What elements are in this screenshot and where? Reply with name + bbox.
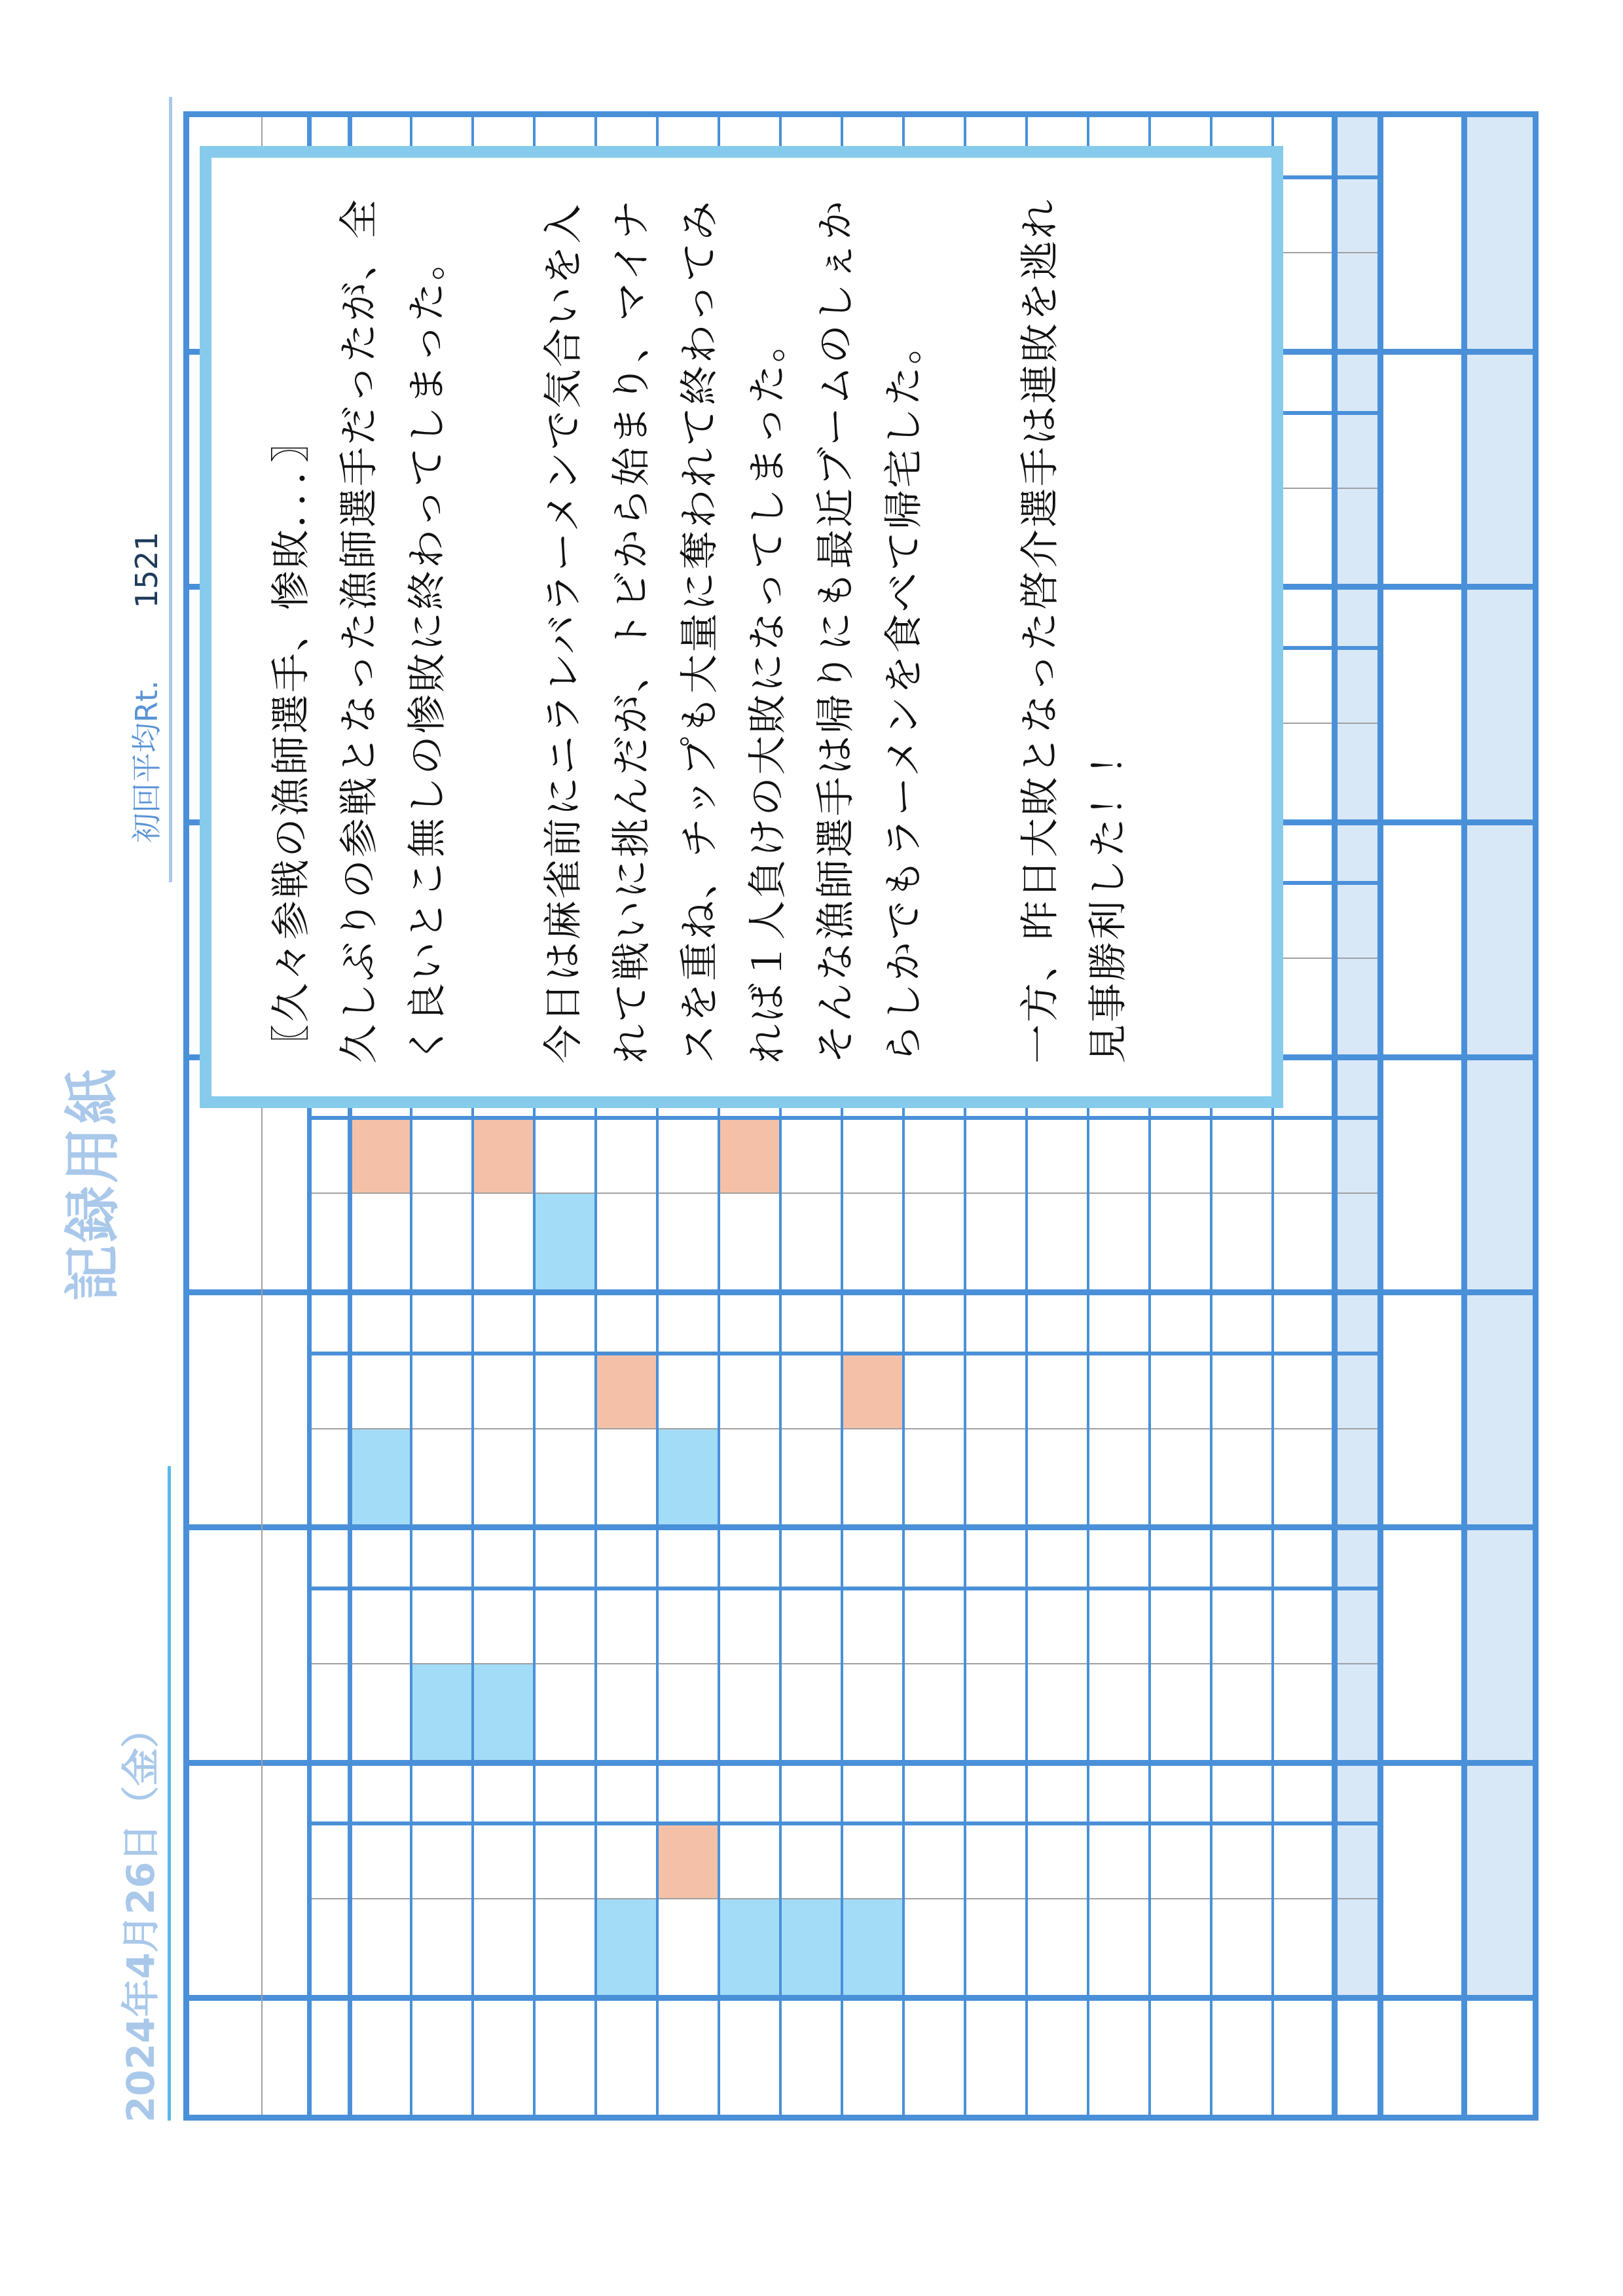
plus-score-cell[interactable] <box>473 1899 534 1998</box>
minus-score-cell[interactable] <box>657 1589 719 1664</box>
player-name <box>189 1139 261 1280</box>
minus-score-cell[interactable] <box>657 1824 719 1899</box>
minus-score-cell[interactable] <box>534 1589 596 1664</box>
plus-score-cell[interactable] <box>719 1664 780 1763</box>
plus-score-cell[interactable] <box>842 1899 903 1998</box>
minus-score-cell[interactable] <box>965 1824 1027 1899</box>
grid-line <box>309 1193 1380 1194</box>
plus-score-cell[interactable] <box>1273 1194 1334 1293</box>
plus-score-cell[interactable] <box>903 1664 965 1763</box>
minus-header <box>309 1354 350 1429</box>
subtotal-background <box>1334 117 1380 352</box>
round-number <box>1211 1998 1273 2115</box>
average-rating-label: 初回平均Rt. <box>129 680 164 843</box>
subtotal-background <box>1334 823 1380 1058</box>
minus-score-cell[interactable] <box>1211 1824 1273 1899</box>
plus-score-cell[interactable] <box>534 1664 596 1763</box>
minus-score-cell[interactable] <box>1273 1589 1334 1664</box>
rating-delta-cell[interactable] <box>780 1528 842 1589</box>
minus-score-cell[interactable] <box>1027 1824 1088 1899</box>
minus-score-cell[interactable] <box>657 1119 719 1194</box>
subtotal-plus <box>1334 1664 1380 1763</box>
subtotal-rating-delta <box>1334 1293 1380 1354</box>
rating-delta-cell[interactable] <box>1211 1293 1273 1354</box>
plus-score-cell[interactable] <box>1027 1664 1088 1763</box>
round-number <box>965 1998 1027 2115</box>
round-number <box>350 1998 411 2115</box>
memo-line: らしかでもラーメンを食べて帰宅した。 <box>881 323 927 1064</box>
plus-score-cell[interactable] <box>903 1429 965 1528</box>
chip-value <box>1380 1293 1464 1528</box>
minus-score-cell[interactable] <box>350 1824 411 1899</box>
chip-value <box>1380 1763 1464 1998</box>
rating-delta-cell[interactable] <box>842 1763 903 1824</box>
rt-header <box>309 1528 350 1589</box>
date-underline <box>168 1466 171 2121</box>
round-number <box>1027 1998 1088 2115</box>
round-number <box>596 1998 657 2115</box>
round-number <box>903 1998 965 2115</box>
minus-score-cell[interactable] <box>903 1354 965 1429</box>
player-name <box>189 1609 261 1750</box>
rating-delta-cell[interactable] <box>1150 1763 1211 1824</box>
plus-score-cell[interactable] <box>719 1899 780 1998</box>
rating-delta-cell[interactable] <box>1027 1763 1088 1824</box>
plus-score-cell[interactable] <box>965 1194 1027 1293</box>
minus-score-cell[interactable] <box>1211 1589 1273 1664</box>
memo-line: 今日は麻雀前にニラレバラーメンで気合いを入 <box>541 202 587 1064</box>
memo-line <box>938 184 1006 1064</box>
minus-score-cell[interactable] <box>780 1354 842 1429</box>
minus-score-cell[interactable] <box>719 1119 780 1194</box>
name-header-label <box>189 1998 261 2115</box>
round-number <box>657 1998 719 2115</box>
plus-score-cell[interactable] <box>965 1899 1027 1998</box>
rating-delta-cell[interactable] <box>473 1763 534 1824</box>
plus-score-cell[interactable] <box>534 1899 596 1998</box>
plus-score-cell[interactable] <box>965 1664 1027 1763</box>
rating-delta-cell[interactable] <box>657 1293 719 1354</box>
plus-header <box>309 1194 350 1293</box>
sheet-title: 記録用紙 <box>60 1066 126 1301</box>
plus-score-cell[interactable] <box>965 1429 1027 1528</box>
minus-score-cell[interactable] <box>534 1119 596 1194</box>
subtotal-label <box>1334 1998 1380 2115</box>
subtotal-minus <box>1334 1119 1380 1194</box>
rating-delta-cell[interactable] <box>1150 1528 1211 1589</box>
minus-score-cell[interactable] <box>411 1354 473 1429</box>
minus-score-cell[interactable] <box>1211 1354 1273 1429</box>
rating-delta-cell[interactable] <box>719 1763 780 1824</box>
grid-line <box>1377 117 1383 2115</box>
average-rating-underline <box>169 97 172 882</box>
memo-line: そんな漁師選手は帰りにも最近ブームのしぇか <box>813 198 859 1064</box>
plus-score-cell[interactable] <box>1211 1899 1273 1998</box>
plus-score-cell[interactable] <box>719 1429 780 1528</box>
plus-score-cell[interactable] <box>411 1664 473 1763</box>
plus-score-cell[interactable] <box>780 1664 842 1763</box>
plus-score-cell[interactable] <box>1150 1429 1211 1528</box>
rating-delta-cell[interactable] <box>534 1528 596 1589</box>
minus-score-cell[interactable] <box>842 1589 903 1664</box>
minus-score-cell[interactable] <box>965 1119 1027 1194</box>
total-background <box>1464 352 1533 587</box>
rating-delta-cell[interactable] <box>596 1763 657 1824</box>
grid-line <box>309 1663 1380 1664</box>
memo-line: 久しぶりの参戦となった漁師選手だったが、全 <box>337 198 382 1064</box>
plus-score-cell[interactable] <box>1211 1194 1273 1293</box>
minus-score-cell[interactable] <box>1027 1354 1088 1429</box>
rating-delta-cell[interactable] <box>903 1528 965 1589</box>
subtotal-rating-delta <box>1334 1528 1380 1589</box>
rating-delta-cell[interactable] <box>1273 1293 1334 1354</box>
total-value <box>1464 1293 1533 1528</box>
game-date: 2024年4月26日（金） <box>119 1710 163 2123</box>
rating-delta-cell[interactable] <box>903 1763 965 1824</box>
minus-score-cell[interactable] <box>350 1119 411 1194</box>
plus-score-cell[interactable] <box>596 1194 657 1293</box>
rating-delta-cell[interactable] <box>1273 1763 1334 1824</box>
plus-score-cell[interactable] <box>719 1194 780 1293</box>
chip-value <box>1380 1058 1464 1293</box>
memo-line: スを重ね、チップも大量に奪われて終わってみ <box>677 199 723 1064</box>
minus-score-cell[interactable] <box>350 1354 411 1429</box>
plus-score-cell[interactable] <box>903 1194 965 1293</box>
plus-score-cell[interactable] <box>596 1899 657 1998</box>
subtotal-rating-delta <box>1334 1763 1380 1824</box>
rating-delta-cell[interactable] <box>965 1293 1027 1354</box>
rating-delta-cell[interactable] <box>842 1528 903 1589</box>
honorific-label <box>189 1535 232 1587</box>
minus-score-cell[interactable] <box>1027 1119 1088 1194</box>
average-rating <box>123 531 166 843</box>
subtotal-background <box>1334 588 1380 823</box>
plus-score-cell[interactable] <box>1088 1664 1150 1763</box>
rating-delta-cell[interactable] <box>965 1763 1027 1824</box>
subtotal-plus <box>1334 1899 1380 1998</box>
subtotal-plus <box>1334 1429 1380 1528</box>
grid-line <box>1332 117 1338 2115</box>
average-rating-value: 1521 <box>129 531 164 609</box>
plus-header <box>309 1664 350 1763</box>
rating-delta-cell[interactable] <box>411 1293 473 1354</box>
grid-line <box>309 1352 1380 1355</box>
plus-score-cell[interactable] <box>473 1194 534 1293</box>
rating-delta-cell[interactable] <box>903 1293 965 1354</box>
plus-score-cell[interactable] <box>473 1664 534 1763</box>
rating-delta-cell[interactable] <box>350 1763 411 1824</box>
grid-line <box>309 1116 1380 1120</box>
round-number <box>1088 1998 1150 2115</box>
subtotal-plus <box>1334 1194 1380 1293</box>
chip-label <box>1380 1998 1464 2115</box>
plus-score-cell[interactable] <box>1211 1664 1273 1763</box>
rating-delta-cell[interactable] <box>719 1528 780 1589</box>
rating-delta-cell[interactable] <box>1088 1763 1150 1824</box>
minus-score-cell[interactable] <box>780 1824 842 1899</box>
rating-delta-cell[interactable] <box>1088 1528 1150 1589</box>
memo-box <box>200 146 1283 1108</box>
round-header-label <box>309 1998 350 2115</box>
minus-score-cell[interactable] <box>1088 1119 1150 1194</box>
player-rating-change <box>261 1535 309 1750</box>
minus-score-cell[interactable] <box>1088 1354 1150 1429</box>
rating-delta-cell[interactable] <box>1211 1528 1273 1589</box>
memo-line <box>462 184 530 1064</box>
rating-delta-cell[interactable] <box>657 1763 719 1824</box>
plus-score-cell[interactable] <box>903 1899 965 1998</box>
plus-score-cell[interactable] <box>534 1194 596 1293</box>
grid-line <box>309 1898 1380 1899</box>
minus-score-cell[interactable] <box>1088 1589 1150 1664</box>
minus-score-cell[interactable] <box>534 1824 596 1899</box>
plus-score-cell[interactable] <box>1211 1429 1273 1528</box>
total-background <box>1464 588 1533 823</box>
honorific-label <box>189 1770 232 1822</box>
minus-score-cell[interactable] <box>719 1824 780 1899</box>
minus-score-cell[interactable] <box>1273 1824 1334 1899</box>
rating-delta-cell[interactable] <box>1273 1528 1334 1589</box>
rating-delta-cell[interactable] <box>780 1293 842 1354</box>
rating-delta-cell[interactable] <box>1027 1528 1088 1589</box>
plus-score-cell[interactable] <box>780 1429 842 1528</box>
memo-line: れば１人負けの大敗になってしまった。 <box>745 321 791 1064</box>
plus-score-cell[interactable] <box>411 1899 473 1998</box>
grid-line <box>309 1821 1380 1825</box>
total-background <box>1464 117 1533 352</box>
plus-score-cell[interactable] <box>596 1664 657 1763</box>
minus-score-cell[interactable] <box>411 1589 473 1664</box>
minus-score-cell[interactable] <box>473 1824 534 1899</box>
grid-line <box>309 1587 1380 1590</box>
minus-score-cell[interactable] <box>780 1589 842 1664</box>
minus-score-cell[interactable] <box>1211 1119 1273 1194</box>
minus-score-cell[interactable] <box>534 1354 596 1429</box>
plus-score-cell[interactable] <box>1150 1664 1211 1763</box>
rt-header <box>309 1293 350 1354</box>
minus-score-cell[interactable] <box>903 1119 965 1194</box>
rating-delta-cell[interactable] <box>596 1528 657 1589</box>
memo-line: れて戦いに挑んだが、トビから始まり、マイナ <box>609 198 655 1064</box>
rating-delta-cell[interactable] <box>965 1528 1027 1589</box>
plus-score-cell[interactable] <box>1027 1194 1088 1293</box>
player-rating-change <box>261 1770 309 1985</box>
rating-delta-cell[interactable] <box>350 1528 411 1589</box>
round-number <box>780 1998 842 2115</box>
rating-delta-cell[interactable] <box>657 1528 719 1589</box>
player-name <box>189 1844 261 1985</box>
subtotal-minus <box>1334 1824 1380 1899</box>
rating-delta-cell[interactable] <box>534 1293 596 1354</box>
plus-score-cell[interactable] <box>1273 1664 1334 1763</box>
minus-score-cell[interactable] <box>719 1589 780 1664</box>
plus-score-cell[interactable] <box>534 1429 596 1528</box>
minus-score-cell[interactable] <box>596 1354 657 1429</box>
rating-delta-cell[interactable] <box>411 1763 473 1824</box>
subtotal-background <box>1334 352 1380 587</box>
minus-score-cell[interactable] <box>842 1824 903 1899</box>
minus-score-cell[interactable] <box>1273 1119 1334 1194</box>
plus-score-cell[interactable] <box>842 1194 903 1293</box>
plus-score-cell[interactable] <box>350 1664 411 1763</box>
minus-score-cell[interactable] <box>965 1354 1027 1429</box>
plus-score-cell[interactable] <box>596 1429 657 1528</box>
plus-score-cell[interactable] <box>1273 1899 1334 1998</box>
plus-score-cell[interactable] <box>350 1194 411 1293</box>
plus-score-cell[interactable] <box>657 1664 719 1763</box>
round-number <box>411 1998 473 2115</box>
honorific-label <box>189 1299 232 1352</box>
plus-score-cell[interactable] <box>1027 1899 1088 1998</box>
rating-delta-cell[interactable] <box>842 1293 903 1354</box>
plus-score-cell[interactable] <box>842 1664 903 1763</box>
plus-score-cell[interactable] <box>411 1429 473 1528</box>
plus-score-cell[interactable] <box>350 1899 411 1998</box>
subtotal-rating-delta <box>1334 1058 1380 1119</box>
rating-delta-cell[interactable] <box>1150 1293 1211 1354</box>
memo-line: 一方、昨日大敗となった啓介選手は連敗を逃れ <box>1017 198 1063 1064</box>
round-number <box>534 1998 596 2115</box>
plus-score-cell[interactable] <box>1088 1194 1150 1293</box>
minus-score-cell[interactable] <box>473 1589 534 1664</box>
plus-score-cell[interactable] <box>350 1429 411 1528</box>
grid-line <box>309 1428 1380 1429</box>
plus-score-cell[interactable] <box>1088 1429 1150 1528</box>
rating-delta-cell[interactable] <box>411 1528 473 1589</box>
minus-score-cell[interactable] <box>411 1119 473 1194</box>
minus-score-cell[interactable] <box>719 1354 780 1429</box>
plus-score-cell[interactable] <box>473 1429 534 1528</box>
rt-header <box>309 1763 350 1824</box>
minus-header <box>309 1589 350 1664</box>
round-number <box>1273 1998 1334 2115</box>
memo-line: 見事勝利した！！ <box>1085 734 1131 1064</box>
minus-score-cell[interactable] <box>657 1354 719 1429</box>
rating-delta-cell[interactable] <box>719 1293 780 1354</box>
rating-delta-cell[interactable] <box>1027 1293 1088 1354</box>
round-number <box>842 1998 903 2115</box>
plus-header <box>309 1899 350 1998</box>
total-label <box>1464 1998 1533 2115</box>
plus-score-cell[interactable] <box>842 1429 903 1528</box>
minus-score-cell[interactable] <box>596 1824 657 1899</box>
plus-score-cell[interactable] <box>780 1899 842 1998</box>
minus-score-cell[interactable] <box>903 1824 965 1899</box>
minus-score-cell[interactable] <box>842 1354 903 1429</box>
rating-delta-cell[interactable] <box>534 1763 596 1824</box>
rating-delta-cell[interactable] <box>780 1763 842 1824</box>
minus-score-cell[interactable] <box>596 1119 657 1194</box>
minus-score-cell[interactable] <box>780 1119 842 1194</box>
plus-score-cell[interactable] <box>657 1194 719 1293</box>
total-value <box>1464 1528 1533 1763</box>
plus-score-cell[interactable] <box>657 1899 719 1998</box>
minus-header <box>309 1824 350 1899</box>
minus-score-cell[interactable] <box>1150 1354 1211 1429</box>
subtotal-minus <box>1334 1354 1380 1429</box>
total-value <box>1464 1058 1533 1293</box>
total-value <box>1464 1763 1533 1998</box>
minus-score-cell[interactable] <box>1273 1354 1334 1429</box>
minus-score-cell[interactable] <box>1150 1824 1211 1899</box>
player-rating-change <box>261 1299 309 1515</box>
minus-score-cell[interactable] <box>965 1589 1027 1664</box>
minus-score-cell[interactable] <box>1150 1119 1211 1194</box>
rating-delta-cell[interactable] <box>1088 1293 1150 1354</box>
minus-score-cell[interactable] <box>1150 1589 1211 1664</box>
minus-score-cell[interactable] <box>1088 1824 1150 1899</box>
minus-score-cell[interactable] <box>903 1589 965 1664</box>
round-number <box>719 1998 780 2115</box>
plus-score-cell[interactable] <box>1088 1899 1150 1998</box>
minus-score-cell[interactable] <box>473 1119 534 1194</box>
subtotal-minus <box>1334 1589 1380 1664</box>
rating-delta-cell[interactable] <box>473 1293 534 1354</box>
rating-delta-cell[interactable] <box>1211 1763 1273 1824</box>
rating-header-label <box>261 1998 309 2115</box>
rating-delta-cell[interactable] <box>473 1528 534 1589</box>
chip-value <box>1380 1528 1464 1763</box>
plus-score-cell[interactable] <box>780 1194 842 1293</box>
minus-header <box>309 1119 350 1194</box>
grid-line <box>1461 117 1467 2115</box>
round-number <box>473 1998 534 2115</box>
minus-score-cell[interactable] <box>473 1354 534 1429</box>
player-name <box>189 1374 261 1515</box>
plus-score-cell[interactable] <box>1027 1429 1088 1528</box>
plus-score-cell[interactable] <box>1150 1899 1211 1998</box>
minus-score-cell[interactable] <box>350 1589 411 1664</box>
plus-score-cell[interactable] <box>411 1194 473 1293</box>
rating-delta-cell[interactable] <box>596 1293 657 1354</box>
minus-score-cell[interactable] <box>411 1824 473 1899</box>
minus-score-cell[interactable] <box>842 1119 903 1194</box>
minus-score-cell[interactable] <box>596 1589 657 1664</box>
plus-score-cell[interactable] <box>657 1429 719 1528</box>
plus-score-cell[interactable] <box>1273 1429 1334 1528</box>
memo-line: 〖久々参戦の漁師選手、惨敗．．．〗 <box>268 422 314 1064</box>
plus-score-cell[interactable] <box>1150 1194 1211 1293</box>
memo-line: く良いとこ無しの惨敗に終わってしまった。 <box>405 239 450 1064</box>
plus-header <box>309 1429 350 1528</box>
round-number <box>1150 1998 1211 2115</box>
total-background <box>1464 823 1533 1058</box>
minus-score-cell[interactable] <box>1027 1589 1088 1664</box>
rating-delta-cell[interactable] <box>350 1293 411 1354</box>
